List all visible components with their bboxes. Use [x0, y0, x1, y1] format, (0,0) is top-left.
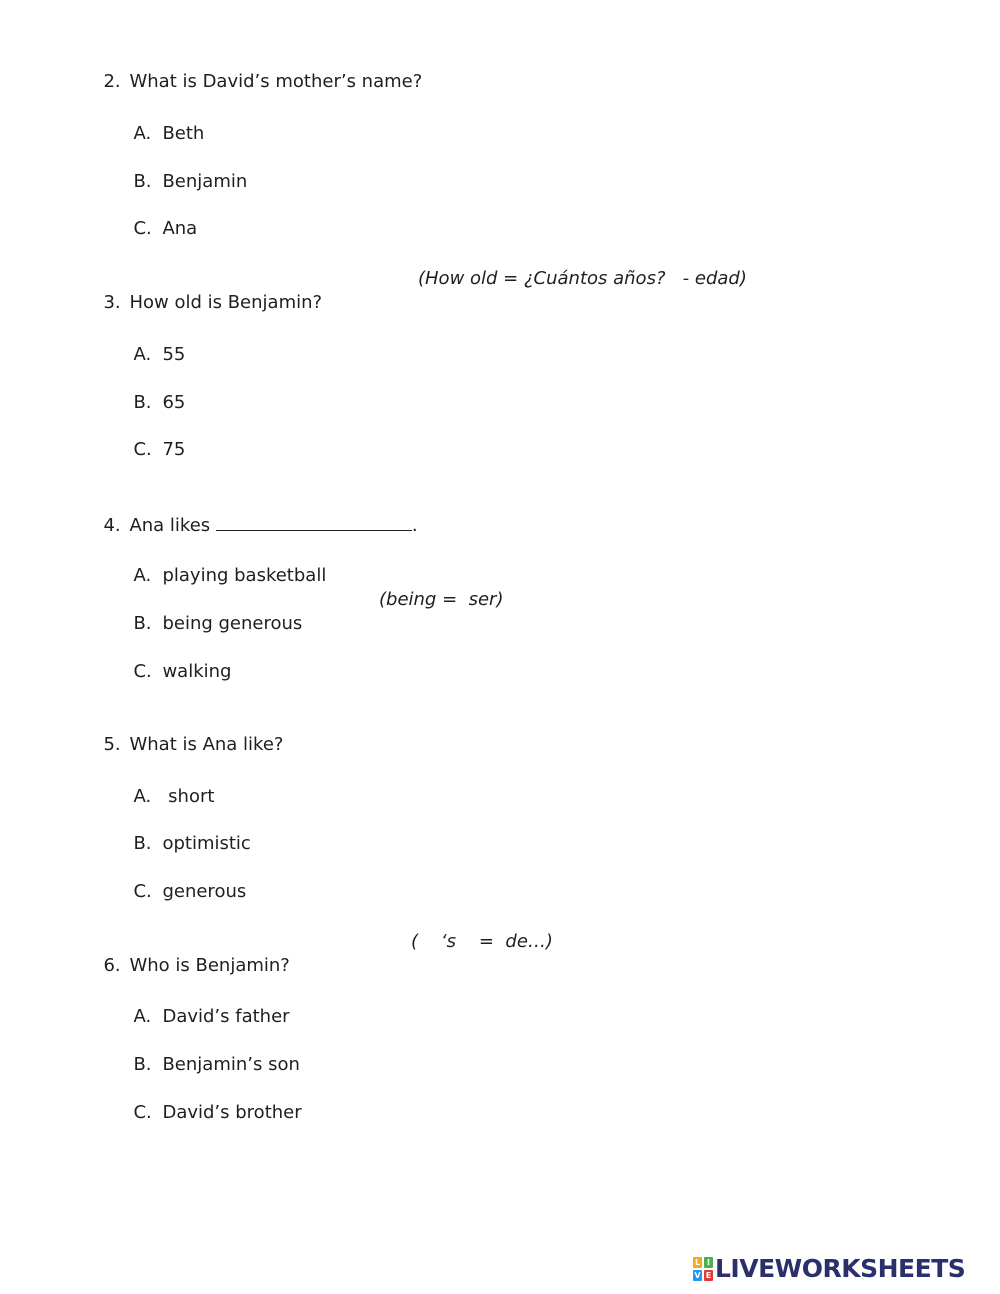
option-letter: C. [133, 881, 152, 902]
question-4 [92, 488, 418, 538]
question-3-hint: (How old = ¿Cuántos años? - edad) [418, 268, 747, 289]
option-text: Benjamin’s son [162, 1054, 300, 1075]
option-3a[interactable] [122, 319, 185, 367]
option-6b[interactable] [122, 1029, 300, 1077]
question-2 [92, 46, 422, 94]
option-4b[interactable] [122, 588, 302, 636]
option-text: Beth [162, 123, 205, 144]
option-3b[interactable] [122, 367, 185, 415]
option-letter: C. [133, 439, 152, 460]
option-4a[interactable] [122, 540, 326, 588]
option-6c[interactable] [122, 1077, 302, 1125]
question-6 [92, 930, 290, 978]
live-logo-icon [693, 1257, 713, 1281]
question-5 [92, 709, 283, 757]
option-text: Benjamin [162, 171, 248, 192]
option-text: optimistic [162, 833, 251, 854]
option-text: walking [162, 661, 232, 682]
option-text: short [162, 786, 215, 807]
option-text: David’s brother [162, 1102, 302, 1123]
option-5b[interactable] [122, 808, 251, 856]
option-6a[interactable] [122, 981, 290, 1029]
liveworksheets-logo [693, 1256, 965, 1282]
logo-text: LIVEWORKSHEETS [715, 1254, 966, 1283]
option-4c[interactable] [122, 636, 231, 684]
option-letter: A. [133, 565, 152, 586]
option-letter: B. [133, 1054, 152, 1075]
question-number: 6. [103, 955, 121, 976]
option-text: Ana [162, 218, 198, 239]
option-letter: B. [133, 613, 152, 634]
question-text: What is Ana like? [129, 734, 284, 755]
option-text: playing basketball [162, 565, 327, 586]
question-text-end: . [411, 515, 418, 536]
question-6-hint: ( ‘s = de…) [411, 931, 553, 952]
option-text: 55 [162, 344, 186, 365]
option-letter: C. [133, 661, 152, 682]
option-letter: C. [133, 1102, 152, 1123]
option-2b[interactable] [122, 146, 247, 194]
answer-blank [216, 512, 412, 531]
option-letter: A. [133, 123, 152, 144]
option-letter: A. [133, 786, 152, 807]
option-letter: B. [133, 171, 152, 192]
option-2c[interactable] [122, 193, 197, 241]
option-5c[interactable] [122, 856, 246, 904]
question-text: What is David’s mother’s name? [129, 71, 423, 92]
option-text: generous [162, 881, 247, 902]
question-number: 4. [103, 515, 121, 536]
question-number: 3. [103, 292, 121, 313]
question-3 [92, 267, 322, 315]
option-letter: A. [133, 344, 152, 365]
option-4b-hint: (being = ser) [379, 589, 504, 610]
logo-mark-letter: L [694, 1258, 701, 1267]
question-text: Who is Benjamin? [129, 955, 290, 976]
option-text: David’s father [162, 1006, 290, 1027]
option-text: 65 [162, 392, 186, 413]
option-text: 75 [162, 439, 186, 460]
option-text: being generous [162, 613, 303, 634]
option-letter: B. [133, 833, 152, 854]
logo-mark-letter: I [704, 1257, 713, 1268]
option-5a[interactable] [122, 761, 214, 809]
question-number: 2. [103, 71, 121, 92]
question-number: 5. [103, 734, 121, 755]
option-2a[interactable] [122, 98, 204, 146]
logo-mark-letter: E [705, 1271, 712, 1280]
option-letter: B. [133, 392, 152, 413]
option-letter: A. [133, 1006, 152, 1027]
question-text: Ana likes [129, 515, 211, 536]
question-text: How old is Benjamin? [129, 292, 323, 313]
option-3c[interactable] [122, 414, 185, 462]
logo-mark-letter: V [694, 1271, 701, 1280]
option-letter: C. [133, 218, 152, 239]
